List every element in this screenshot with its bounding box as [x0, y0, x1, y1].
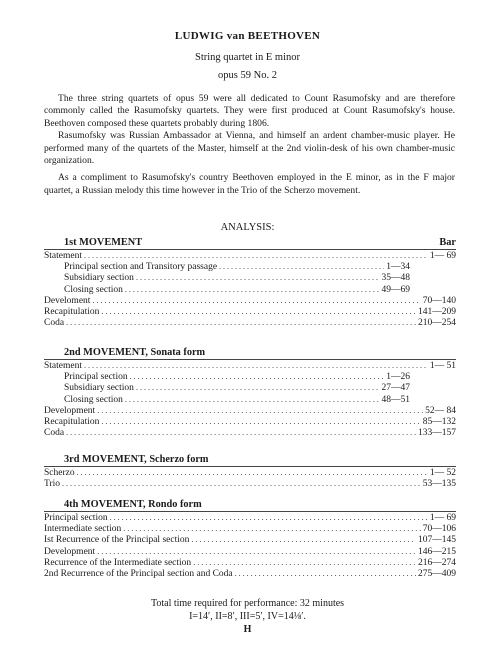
- section-label: Principal section: [64, 372, 128, 383]
- section-label: Intermediate section: [44, 524, 122, 535]
- analysis-row: [44, 568, 456, 579]
- bar-range: 35—48: [381, 273, 410, 284]
- bar-column-header: Bar: [439, 237, 456, 248]
- movement-title: 4th MOVEMENT, Rondo form: [64, 499, 202, 510]
- bar-range: 216—274: [418, 557, 456, 568]
- dot-leader: [110, 512, 428, 523]
- opus-number: opus 59 No. 2: [218, 70, 277, 81]
- bar-range: 1— 52: [429, 468, 456, 478]
- dot-leader: [66, 317, 416, 328]
- movement-title: 1st MOVEMENT: [64, 237, 143, 248]
- section-label: Principal section: [44, 513, 108, 523]
- bar-range: 85—132: [422, 416, 456, 427]
- analysis-row: [44, 427, 456, 438]
- bar-range: 1—34: [386, 262, 410, 273]
- dot-leader: [193, 557, 416, 568]
- dot-leader: [136, 382, 380, 393]
- analysis-row: [44, 306, 456, 317]
- intro-paragraph-2: Rasumofsky was Russian Ambassador at Vienna, and himself an ardent chamber-music player. He performed many of the quartets of the Master, himself at the 2nd violin-desk of his own chamber-music organization.: [44, 130, 455, 167]
- intro-paragraph-3: As a compliment to Rasumofsky's country Beethoven employed in the E minor, as in the F major quartet, a Russian melody this time however in the Trio of the Scherzo movement.: [44, 172, 455, 196]
- analysis-row: [44, 394, 456, 405]
- analysis-row: [44, 272, 456, 283]
- section-label: Principal section and Transitory passage: [64, 262, 218, 273]
- bar-range: 1— 69: [429, 251, 456, 261]
- analysis-row: [44, 360, 456, 371]
- section-label: Recapitulation: [44, 416, 100, 427]
- movement-times: I=14′, II=8′, III=5′, IV=14⅛′.: [189, 611, 306, 622]
- section-label: Recurrence of the Intermediate section: [44, 557, 192, 568]
- bar-range: 210—254: [418, 318, 456, 329]
- section-label: Statement: [44, 251, 82, 261]
- analysis-row: [44, 478, 456, 489]
- introduction: [44, 93, 455, 197]
- dot-leader: [62, 478, 421, 489]
- analysis-row: [44, 416, 456, 427]
- section-label: Scherzo: [44, 468, 75, 478]
- analysis-row: [44, 467, 456, 478]
- bar-range: 49—69: [381, 284, 410, 295]
- bar-range: 70—140: [422, 295, 456, 306]
- divider: [44, 511, 456, 512]
- analysis-row: [44, 512, 456, 523]
- section-label: Coda: [44, 428, 65, 439]
- section-label: Develoment: [44, 295, 91, 306]
- bar-range: 1—26: [386, 372, 410, 383]
- total-time: Total time required for performance: 32 minutes: [150, 598, 345, 609]
- dot-leader: [101, 416, 420, 427]
- analysis-row: [44, 317, 456, 328]
- analysis-row: [44, 250, 456, 261]
- bar-range: 1— 69: [429, 513, 456, 523]
- composer-name: LUDWIG van BEETHOVEN: [174, 30, 321, 42]
- bar-range: 27—47: [381, 383, 410, 394]
- section-label: Recapitulation: [44, 306, 100, 317]
- dot-leader: [136, 272, 380, 283]
- dot-leader: [84, 250, 428, 261]
- divider: [44, 466, 456, 467]
- section-label: 2nd Recurrence of the Principal section and Coda: [44, 568, 233, 579]
- movement-title: 2nd MOVEMENT, Sonata form: [64, 347, 206, 358]
- bar-range: 1— 51: [429, 361, 456, 371]
- dot-leader: [130, 371, 385, 382]
- section-label: Development: [44, 405, 96, 416]
- bar-range: 141—209: [418, 306, 456, 317]
- section-label: Trio: [44, 479, 61, 490]
- section-label: Subsidiary section: [64, 273, 134, 284]
- analysis-row: [44, 284, 456, 295]
- dot-leader: [97, 546, 416, 557]
- bar-range: 133—157: [418, 428, 456, 439]
- section-label: Statement: [44, 361, 82, 371]
- dot-leader: [66, 427, 416, 438]
- analysis-row: [44, 546, 456, 557]
- analysis-row: [44, 295, 456, 306]
- analysis-row: [44, 382, 456, 393]
- bar-range: 53—135: [422, 479, 456, 490]
- bar-range: 275—409: [418, 568, 456, 579]
- dot-leader: [97, 405, 423, 416]
- bar-range: 146—215: [418, 546, 456, 557]
- bar-range: 107—145: [418, 535, 456, 546]
- movement-3-block: [44, 453, 456, 489]
- section-label: Development: [44, 546, 96, 557]
- dot-leader: [235, 568, 416, 579]
- section-label: Subsidiary section: [64, 383, 134, 394]
- section-label: Closing section: [64, 394, 123, 405]
- dot-leader: [125, 394, 380, 405]
- dot-leader: [191, 534, 416, 545]
- analysis-row: [44, 523, 456, 534]
- analysis-row: [44, 557, 456, 568]
- dot-leader: [101, 306, 416, 317]
- dot-leader: [219, 261, 384, 272]
- bar-range: 48—51: [381, 394, 410, 405]
- page-mark: H: [243, 624, 252, 635]
- analysis-row: [44, 405, 456, 416]
- dot-leader: [84, 360, 428, 371]
- analysis-row: [44, 371, 456, 382]
- section-label: Closing section: [64, 284, 123, 295]
- movement-title: 3rd MOVEMENT, Scherzo form: [64, 454, 209, 465]
- analysis-row: [44, 261, 456, 272]
- bar-range: 52— 84: [425, 405, 456, 416]
- work-title: String quartet in E minor: [195, 52, 300, 63]
- analysis-row: [44, 534, 456, 545]
- intro-paragraph-1: The three string quartets of opus 59 were all dedicated to Count Rasumofsky and are therefore commonly called the Rasumofsky quartets. They were first produced at Count Rasumofsky's house. Beethoven composed these quartets probably during 1806.: [44, 93, 455, 129]
- dot-leader: [92, 295, 420, 306]
- section-label: Coda: [44, 318, 65, 329]
- dot-leader: [123, 523, 420, 534]
- dot-leader: [77, 467, 428, 478]
- divider: [44, 359, 456, 360]
- analysis-title: ANALYSIS:: [220, 222, 275, 233]
- dot-leader: [125, 284, 380, 295]
- section-label: Ist Recurrence of the Principal section: [44, 535, 190, 546]
- bar-range: 70—106: [422, 524, 456, 535]
- divider: [44, 249, 456, 250]
